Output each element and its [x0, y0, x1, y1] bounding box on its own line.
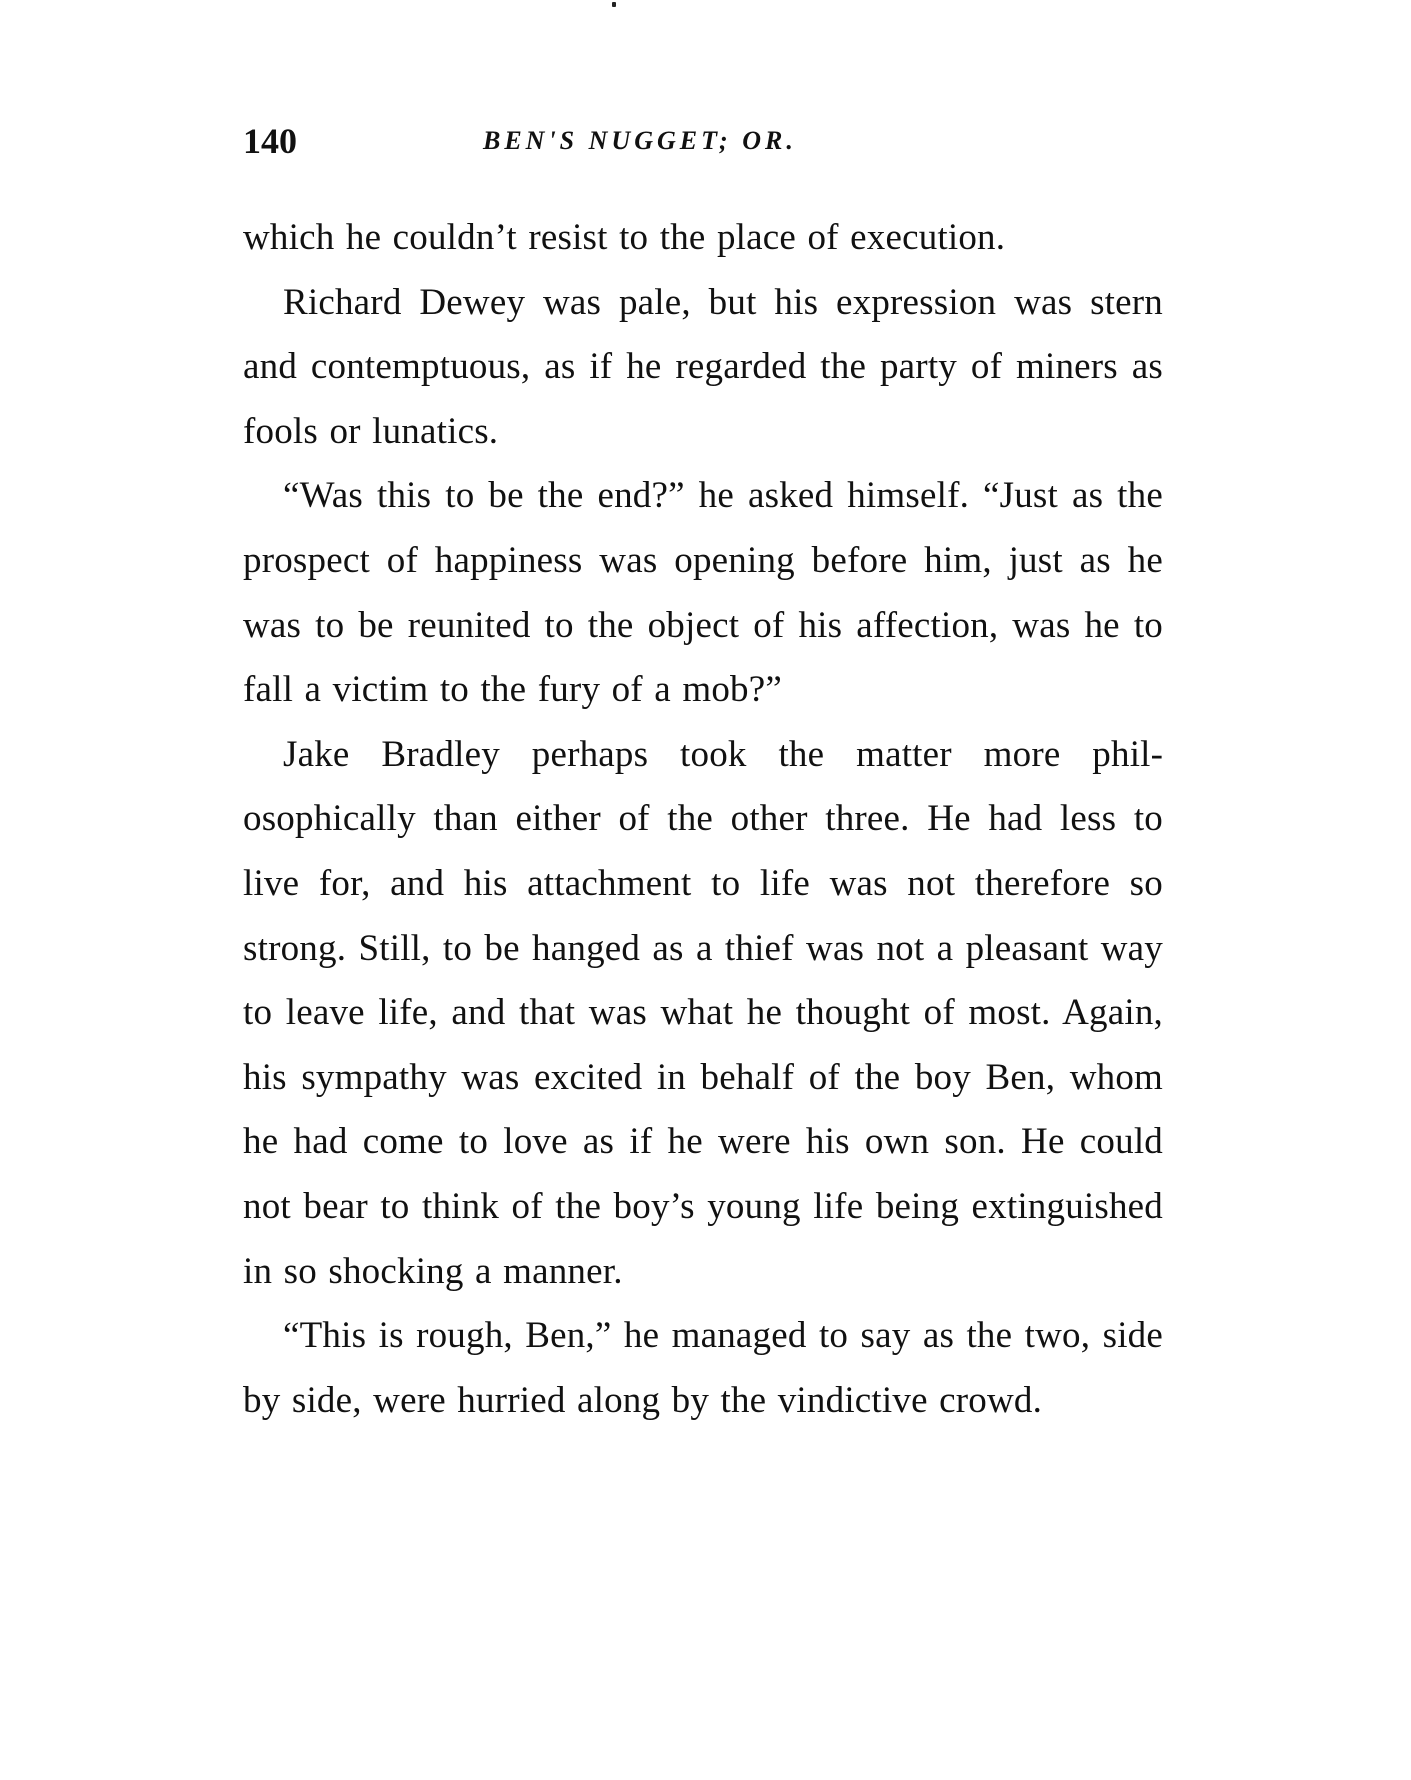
paragraph-2: Richard Dewey was pale, but his expression was stern and contemptuous, as if he regarded the party of miners as fools or lunatics. [243, 281, 1163, 452]
paragraph-1: which he couldn’t resist to the place of execution. [243, 217, 1006, 258]
body-text [243, 206, 1163, 1433]
paragraph-3: “Was this to be the end?” he asked himself. “Just as the prospect of happiness was opening before him, just as he was to be reunited to the object of his affection, was he to fall a victim to the fury of a mob?” [243, 475, 1163, 711]
paragraph-4: Jake Bradley perhaps took the matter more philosophically than either of the other three. He had less to live for, and his attachment to life was not therefore so strong. Still, to be hanged as a thief was not a pleasant way to leave life, and that was what he thought of most. Again, his sympathy was excited in behalf of the boy Ben, whom he had come to love as if he were his own son. He could not bear to think of the boy’s young life being extinguished in so shocking a manner. [243, 733, 1163, 1292]
paragraph-5: “This is rough, Ben,” he managed to say as the two, side by side, were hurried along by the vindictive crowd. [243, 1315, 1163, 1421]
page-number: 140 [243, 121, 297, 161]
running-title: BEN'S NUGGET; OR. [483, 126, 797, 155]
print-speck [612, 2, 616, 7]
page-header [243, 120, 1163, 160]
